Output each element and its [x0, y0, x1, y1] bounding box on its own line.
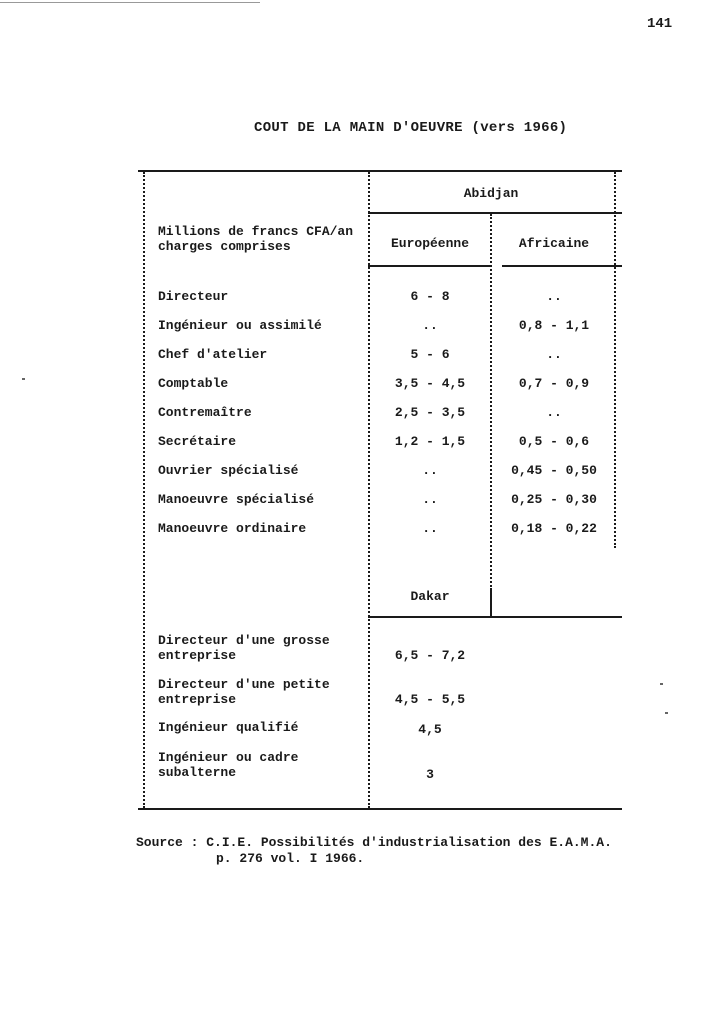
row-europeenne: 5 - 6: [410, 347, 450, 362]
column-divider-middle: [490, 214, 492, 614]
row-africaine: ..: [546, 289, 562, 304]
row-africaine: 0,5 - 0,6: [518, 434, 590, 449]
europeenne-underline: [368, 265, 490, 267]
row-europeenne: ..: [422, 318, 438, 333]
row-africaine: ..: [546, 347, 562, 362]
row-africaine: 0,45 - 0,50: [511, 463, 597, 478]
row-label-line1: Directeur d'une petite: [158, 677, 330, 692]
row-label: Directeur: [158, 289, 229, 304]
table-bottom-rule: [138, 808, 622, 810]
row-europeenne: ..: [422, 463, 438, 478]
row-value: 3: [426, 767, 434, 782]
row-label-line2: entreprise: [158, 692, 237, 707]
row-europeenne: 3,5 - 4,5: [394, 376, 466, 391]
row-label: Comptable: [158, 376, 229, 391]
row-label: Manoeuvre spécialisé: [158, 492, 315, 507]
row-label: Secrétaire: [158, 434, 237, 449]
row-value: 4,5 - 5,5: [394, 692, 466, 707]
scan-speck: [22, 378, 25, 380]
africaine-underline: [502, 265, 622, 267]
row-label-line2: subalterne: [158, 765, 237, 780]
dakar-heading: Dakar: [410, 589, 450, 604]
source-note: [136, 835, 612, 867]
row-value: 4,5: [418, 722, 442, 737]
row-europeenne: 2,5 - 3,5: [394, 405, 466, 420]
row-label: Ingénieur ou assimilé: [158, 318, 322, 333]
row-label: Ouvrier spécialisé: [158, 463, 299, 478]
row-label: Manoeuvre ordinaire: [158, 521, 307, 536]
dakar-underline: [368, 616, 622, 618]
row-africaine: 0,18 - 0,22: [511, 521, 597, 536]
row-label-line1: Ingénieur ou cadre: [158, 750, 299, 765]
row-europeenne: 6 - 8: [410, 289, 450, 304]
source-line1: Source : C.I.E. Possibilités d'industrialisation des E.A.M.A.: [136, 835, 612, 850]
col-header-africaine: Africaine: [518, 236, 590, 251]
abidjan-underline: [368, 212, 622, 214]
row-europeenne: ..: [422, 492, 438, 507]
page-number: 141: [647, 16, 673, 32]
row-africaine: 0,8 - 1,1: [518, 318, 590, 333]
row-label: Contremaître: [158, 405, 252, 420]
scan-speck: [660, 683, 663, 685]
row-label-line2: entreprise: [158, 648, 237, 663]
column-divider-label: [368, 172, 370, 808]
row-label-line1: Directeur d'une grosse: [158, 633, 330, 648]
table-right-border: [614, 172, 616, 548]
unit-header-label: Millions de francs CFA/an charges comprises: [158, 224, 354, 254]
abidjan-heading: Abidjan: [463, 186, 519, 201]
row-europeenne: 1,2 - 1,5: [394, 434, 466, 449]
table-left-border: [143, 172, 145, 808]
row-africaine: ..: [546, 405, 562, 420]
row-value: 6,5 - 7,2: [394, 648, 466, 663]
row-africaine: 0,25 - 0,30: [511, 492, 597, 507]
scan-edge-rule: [0, 2, 260, 3]
row-label-line1: Ingénieur qualifié: [158, 720, 299, 735]
source-line2: p. 276 vol. I 1966.: [216, 851, 365, 866]
page-title: COUT DE LA MAIN D'OEUVRE (vers 1966): [254, 120, 568, 136]
col-header-europeenne: Européenne: [390, 236, 469, 251]
row-europeenne: ..: [422, 521, 438, 536]
table-top-rule: [138, 170, 622, 172]
dakar-header-right-divider: [490, 588, 492, 616]
row-africaine: 0,7 - 0,9: [518, 376, 590, 391]
row-label: Chef d'atelier: [158, 347, 268, 362]
scan-speck: [665, 712, 668, 714]
